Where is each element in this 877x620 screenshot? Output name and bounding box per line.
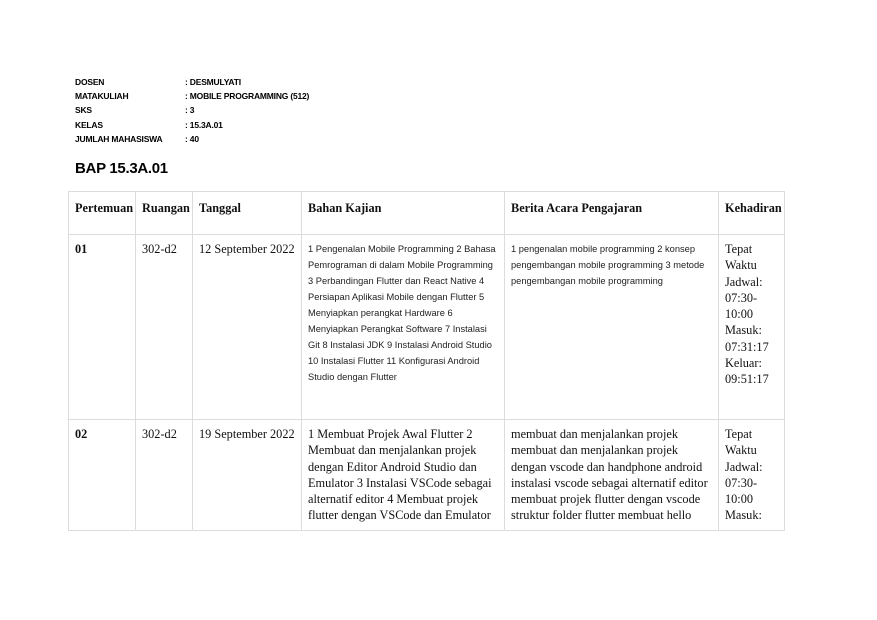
info-value: : 40 (185, 133, 199, 144)
info-row-matakuliah (75, 89, 309, 103)
cell-pertemuan: 01 (69, 235, 136, 420)
header-berita-acara: Berita Acara Pengajaran (505, 192, 719, 235)
cell-tanggal: 12 September 2022 (193, 235, 302, 420)
info-value: : MOBILE PROGRAMMING (512) (185, 91, 310, 102)
cell-bahan-kajian (302, 420, 505, 531)
bap-table (68, 191, 785, 531)
page-title: BAP 15.3A.01 (75, 160, 168, 177)
cell-text: 02 (75, 427, 88, 441)
cell-ruangan: 302-d2 (136, 235, 193, 420)
cell-text: 19 September 2022 (199, 427, 295, 441)
cell-bahan-kajian: 1 Pengenalan Mobile Programming 2 Bahasa Pemrograman di dalam Mobile Programming 3 Perbandingan Flutter dan React Native 4 Persiapan Aplikasi Mobile dengan Flutter 5 Menyiapkan perangkat Hardware 6 Menyiapkan Perangkat Software 7 Instalasi Git 8 Instalasi JDK 9 Instalasi Android Studio 10 Instalasi Flutter 11 Konfigurasi Android Studio dengan Flutter (302, 235, 505, 420)
info-row-jumlah-mahasiswa (75, 132, 309, 146)
info-row-dosen (75, 75, 309, 89)
header-pertemuan: Pertemuan (69, 192, 136, 235)
info-label: MATAKULIAH (75, 91, 129, 102)
header-tanggal: Tanggal (193, 192, 302, 235)
info-label: KELAS (75, 119, 103, 130)
cell-tanggal (193, 420, 302, 531)
info-value: : 3 (185, 105, 195, 116)
info-value: : DESMULYATI (185, 77, 241, 87)
cell-berita-acara (505, 420, 719, 531)
info-value: : 15.3A.01 (185, 119, 223, 130)
table-header-row (69, 192, 785, 235)
cell-kehadiran (719, 420, 785, 531)
info-row-kelas (75, 118, 309, 132)
cell-text: 302-d2 (142, 427, 177, 441)
header-kehadiran: Kehadiran (719, 192, 785, 235)
info-row-sks (75, 103, 309, 117)
cell-kehadiran: Tepat Waktu Jadwal: 07:30-10:00 Masuk: 07:31:17 Keluar: 09:51:17 (719, 235, 785, 420)
header-bahan-kajian: Bahan Kajian (302, 192, 505, 235)
info-label: SKS (75, 105, 92, 116)
cell-ruangan (136, 420, 193, 531)
cell-pertemuan (69, 420, 136, 531)
info-label: DOSEN (75, 77, 105, 87)
cell-text: membuat dan menjalankan projek membuat dan menjalankan projek dengan vscode dan handphone android instalasi vscode sebagai alternatif editor membuat projek flutter dengan vscode struktur folder flutter membuat hello (511, 427, 708, 523)
header-ruangan: Ruangan (136, 192, 193, 235)
table-row (69, 235, 785, 420)
cell-text: 1 Membuat Projek Awal Flutter 2 Membuat dan menjalankan projek dengan Editor Android Studio dan Emulator 3 Instalasi VSCode sebagai alternatif editor 4 Membuat projek flutter dengan VSCode dan Emulator (308, 427, 492, 523)
cell-berita-acara: 1 pengenalan mobile programming 2 konsep pengembangan mobile programming 3 metode pengembangan mobile programming (505, 235, 719, 420)
cell-text: Tepat Waktu Jadwal: 07:30-10:00 Masuk: (725, 427, 763, 523)
course-info (75, 75, 309, 146)
info-label: JUMLAH MAHASISWA (75, 133, 163, 144)
table-row (69, 420, 785, 531)
